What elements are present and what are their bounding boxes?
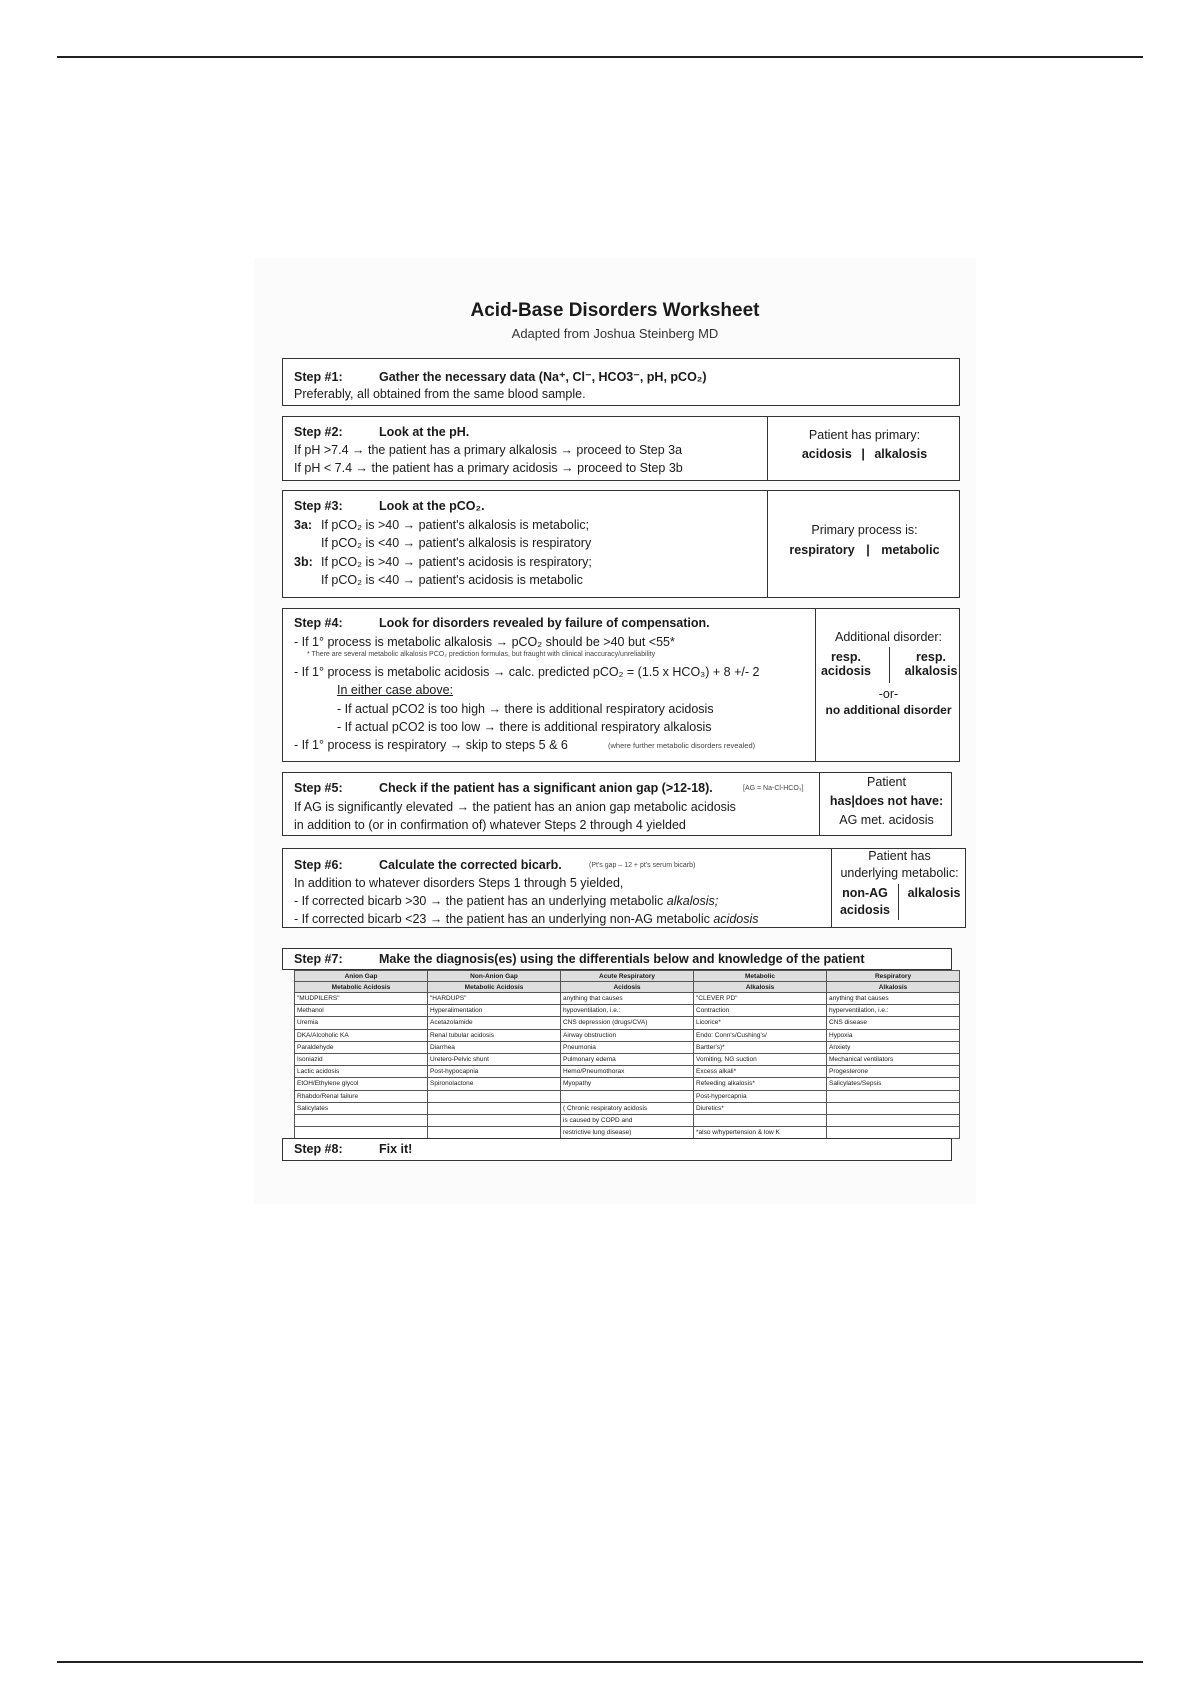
table-cell: Post-hypercapnia xyxy=(694,1090,827,1102)
table-cell: Lactic acidosis xyxy=(295,1066,428,1078)
header-non-ag-metabolic-acidosis: Non-Anion Gap xyxy=(428,971,561,982)
table-row xyxy=(295,1053,960,1065)
step-4-option-acidosis[interactable]: acidosis xyxy=(820,664,872,678)
table-cell: Licorice* xyxy=(694,1017,827,1029)
step-4-heading: Look for disorders revealed by failure of compensation. xyxy=(379,616,710,630)
table-cell: Acetazolamide xyxy=(428,1017,561,1029)
step-5-separator: | xyxy=(851,794,855,808)
step-4-line-2: - If 1° process is metabolic acidosis → calc. predicted pCO₂ = (1.5 x HCO₃) + 8 +/- 2 xyxy=(294,665,760,679)
step-3a-line-2: If pCO₂ is <40 → patient's alkalosis is respiratory xyxy=(321,536,592,550)
step-6-label: Step #6: xyxy=(294,858,343,872)
step-5-option-does-not-have[interactable]: does not have: xyxy=(854,794,944,808)
table-cell: Anxiety xyxy=(827,1041,960,1053)
table-cell: Uretero-Pelvic shunt xyxy=(428,1053,561,1065)
header-respiratory-alkalosis: Respiratory xyxy=(827,971,960,982)
table-cell: Pulmonary edema xyxy=(561,1053,694,1065)
step-6-option-non-ag[interactable]: non-AG xyxy=(842,886,888,900)
table-cell: Bartter's)* xyxy=(694,1041,827,1053)
table-cell: Diarrhea xyxy=(428,1041,561,1053)
table-row xyxy=(295,1102,960,1114)
step-5-label: Step #5: xyxy=(294,781,343,795)
table-cell: "MUDPILERS" xyxy=(295,993,428,1005)
table-cell: Vomiting, NG suction xyxy=(694,1053,827,1065)
step-6-answer-title-1: Patient has xyxy=(868,849,931,863)
table-cell xyxy=(827,1102,960,1114)
step-4-line-6-note: (where further metabolic disorders revealed) xyxy=(608,741,756,750)
step-5-box xyxy=(282,772,952,836)
step-2-option-alkalosis[interactable]: alkalosis xyxy=(874,447,928,461)
table-cell: Airway obstruction xyxy=(561,1029,694,1041)
step-2-box xyxy=(282,416,960,481)
step-3b-label: 3b: xyxy=(294,555,313,569)
table-cell: Progesterone xyxy=(827,1066,960,1078)
step-4-line-3: In either case above: xyxy=(337,683,454,697)
step-8-label: Step #8: xyxy=(294,1142,343,1156)
table-row xyxy=(295,993,960,1005)
differential-table xyxy=(294,970,960,1139)
table-cell: Rhabdo/Renal failure xyxy=(295,1090,428,1102)
table-cell: is caused by COPD and xyxy=(561,1114,694,1126)
step-3-heading: Look at the pCO₂. xyxy=(379,499,485,513)
step-4-option-resp[interactable]: resp. xyxy=(831,650,861,664)
table-cell: Myopathy xyxy=(561,1078,694,1090)
table-cell: Endo: Conn's/Cushing's/ xyxy=(694,1029,827,1041)
step-2-option-acidosis[interactable]: acidosis xyxy=(801,447,852,461)
table-header-row-1 xyxy=(295,971,960,982)
table-cell: anything that causes xyxy=(827,993,960,1005)
step-2-separator: | xyxy=(861,447,865,461)
table-cell xyxy=(561,1090,694,1102)
step-1-line: Preferably, all obtained from the same blood sample. xyxy=(294,387,586,401)
step-7-box xyxy=(282,948,952,970)
step-5-answer-title: Patient xyxy=(867,775,906,789)
table-cell: Hyperalimentation xyxy=(428,1005,561,1017)
step-3-box xyxy=(282,490,960,598)
step-4-answer-box xyxy=(815,608,961,762)
table-row xyxy=(295,1017,960,1029)
step-6-option-acidosis[interactable]: acidosis xyxy=(839,903,891,917)
step-3-option-respiratory[interactable]: respiratory xyxy=(789,543,855,557)
step-4-line-1: - If 1° process is metabolic alkalosis → pCO₂ should be >40 but <55* xyxy=(294,635,675,649)
header-ag-metabolic-acidosis: Anion Gap xyxy=(295,971,428,982)
table-cell: anything that causes xyxy=(561,993,694,1005)
step-4-line-5: - If actual pCO2 is too low → there is additional respiratory alkalosis xyxy=(337,720,712,734)
table-cell: Mechanical ventilators xyxy=(827,1053,960,1065)
page-subtitle: Adapted from Joshua Steinberg MD xyxy=(511,326,719,341)
step-4-answer-title: Additional disorder: xyxy=(834,630,942,644)
step-3b-line-2: If pCO₂ is <40 → patient's acidosis is metabolic xyxy=(321,573,583,587)
step-4-option-none[interactable]: no additional disorder xyxy=(825,703,952,717)
table-cell xyxy=(827,1090,960,1102)
table-cell: Contraction xyxy=(694,1005,827,1017)
table-cell: Salicylates xyxy=(295,1102,428,1114)
table-cell xyxy=(428,1102,561,1114)
table-cell: DKA/Alcoholic KA xyxy=(295,1029,428,1041)
table-cell: "CLEVER PD" xyxy=(694,993,827,1005)
table-cell: Post-hypocapnia xyxy=(428,1066,561,1078)
step-6-line-1: In addition to whatever disorders Steps 1 through 5 yielded, xyxy=(294,876,624,890)
table-cell: Uremia xyxy=(295,1017,428,1029)
step-6-answer-box xyxy=(831,848,967,928)
table-cell: restrictive lung disease) xyxy=(561,1127,694,1139)
table-cell: Refeeding alkalosis* xyxy=(694,1078,827,1090)
step-2-answer-box xyxy=(767,416,961,481)
step-2-line-1: If pH >7.4 → the patient has a primary alkalosis → proceed to Step 3a xyxy=(294,443,683,457)
top-rule xyxy=(57,56,1143,58)
step-3-separator: | xyxy=(866,543,870,557)
step-5-line-1: If AG is significantly elevated → the patient has an anion gap metabolic acidosis xyxy=(294,800,736,814)
table-row xyxy=(295,1127,960,1139)
step-3b-line-1: If pCO₂ is >40 → patient's acidosis is respiratory; xyxy=(321,555,592,569)
table-cell: hyperventilation, i.e.: xyxy=(827,1005,960,1017)
step-7-label: Step #7: xyxy=(294,952,343,966)
step-4-line-6: - If 1° process is respiratory → skip to steps 5 & 6 xyxy=(294,738,568,752)
step-5-answer-box xyxy=(819,772,953,836)
step-2-label: Step #2: xyxy=(294,425,343,439)
table-row xyxy=(295,1029,960,1041)
worksheet-page xyxy=(254,258,976,1204)
step-3-answer-title: Primary process is: xyxy=(811,523,918,537)
table-cell xyxy=(295,1127,428,1139)
step-1-label: Step #1: xyxy=(294,370,343,384)
table-cell: Hemo/Pneumothorax xyxy=(561,1066,694,1078)
header-sub: Alkalosis xyxy=(827,982,960,993)
step-4-line-4: - If actual pCO2 is too high → there is additional respiratory acidosis xyxy=(337,702,714,716)
table-cell: Renal tubular acidosis xyxy=(428,1029,561,1041)
table-cell: EtOH/Ethylene glycol xyxy=(295,1078,428,1090)
step-5-option-has[interactable]: has xyxy=(829,794,852,808)
table-cell xyxy=(827,1127,960,1139)
step-2-line-2: If pH < 7.4 → the patient has a primary acidosis → proceed to Step 3b xyxy=(294,461,683,475)
header-sub: Metabolic Acidosis xyxy=(428,982,561,993)
step-3-label: Step #3: xyxy=(294,499,343,513)
table-cell: Methanol xyxy=(295,1005,428,1017)
table-cell: Paraldehyde xyxy=(295,1041,428,1053)
table-cell: Diuretics* xyxy=(694,1102,827,1114)
table-cell: Salicylates/Sepsis xyxy=(827,1078,960,1090)
table-cell xyxy=(428,1114,561,1126)
step-3a-label: 3a: xyxy=(294,518,313,532)
table-cell: Pneumonia xyxy=(561,1041,694,1053)
step-6-answer-title-2: underlying metabolic: xyxy=(840,866,959,880)
table-header-row-2 xyxy=(295,982,960,993)
step-5-heading-note: [AG = Na-Cl-HCO₃] xyxy=(743,785,804,792)
step-4-label: Step #4: xyxy=(294,616,343,630)
table-cell xyxy=(694,1114,827,1126)
table-row xyxy=(295,1078,960,1090)
step-3a-line-1: If pCO₂ is >40 → patient's alkalosis is metabolic; xyxy=(321,518,590,532)
table-row xyxy=(295,1005,960,1017)
table-cell: *also w/hypertension & low K xyxy=(694,1127,827,1139)
bottom-rule xyxy=(57,1661,1143,1663)
table-row xyxy=(295,1066,960,1078)
header-metabolic-alkalosis: Metabolic xyxy=(694,971,827,982)
table-cell: "HARDUPS" xyxy=(428,993,561,1005)
table-cell: CNS depression (drugs/CVA) xyxy=(561,1017,694,1029)
step-4-box xyxy=(282,608,960,762)
step-4-or: -or- xyxy=(878,687,899,701)
step-6-heading-note: (Pt's gap – 12 + pt's serum bicarb) xyxy=(589,862,696,869)
step-1-box xyxy=(282,358,960,406)
table-cell xyxy=(428,1127,561,1139)
table-cell xyxy=(428,1090,561,1102)
table-row xyxy=(295,1114,960,1126)
step-4-footnote: * There are several metabolic alkalosis PCO₂ prediction formulas, but fraught with clinical inaccuracy/unreliability xyxy=(307,651,656,658)
step-6-option-alkalosis[interactable]: alkalosis xyxy=(907,886,961,900)
step-2-answer-title: Patient has primary: xyxy=(808,428,921,442)
step-3-option-metabolic[interactable]: metabolic xyxy=(881,543,940,557)
table-cell: CNS disease xyxy=(827,1017,960,1029)
step-2-heading: Look at the pH. xyxy=(379,425,470,439)
table-row xyxy=(295,1090,960,1102)
table-cell xyxy=(295,1114,428,1126)
table-cell: Spironolactone xyxy=(428,1078,561,1090)
page-title: Acid-Base Disorders Worksheet xyxy=(470,300,760,321)
step-5-heading: Check if the patient has a significant anion gap (>12-18). xyxy=(379,781,713,795)
step-7-heading: Make the diagnosis(es) using the differentials below and knowledge of the patient xyxy=(379,952,865,966)
table-cell: Isoniazid xyxy=(295,1053,428,1065)
step-8-heading: Fix it! xyxy=(379,1142,413,1156)
step-6-line-3: - If corrected bicarb <23 → the patient has an underlying non-AG metabolic acidosis xyxy=(294,912,759,926)
step-8-box xyxy=(282,1138,952,1161)
header-sub: Acidosis xyxy=(561,982,694,993)
step-6-box xyxy=(282,848,966,928)
header-sub: Metabolic Acidosis xyxy=(295,982,428,993)
step-3-answer-box xyxy=(767,490,961,598)
table-cell xyxy=(827,1114,960,1126)
header-acute-respiratory-acidosis: Acute Respiratory xyxy=(561,971,694,982)
step-5-answer-bottom: AG met. acidosis xyxy=(839,813,934,827)
step-4-option-alkalosis[interactable]: alkalosis xyxy=(904,664,958,678)
step-4-option-resp-b[interactable]: resp. xyxy=(916,650,946,664)
table-cell: ( Chronic respiratory acidosis xyxy=(561,1102,694,1114)
table-row xyxy=(295,1041,960,1053)
header-sub: Alkalosis xyxy=(694,982,827,993)
table-cell: hypoventilation, i.e.: xyxy=(561,1005,694,1017)
step-1-heading: Gather the necessary data (Na⁺, Cl⁻, HCO3⁻, pH, pCO₂) xyxy=(379,370,707,384)
step-6-line-2: - If corrected bicarb >30 → the patient has an underlying metabolic alkalosis; xyxy=(294,894,719,908)
step-5-line-2: in addition to (or in confirmation of) whatever Steps 2 through 4 yielded xyxy=(294,818,686,832)
step-6-heading: Calculate the corrected bicarb. xyxy=(379,858,562,872)
table-cell: Hypoxia xyxy=(827,1029,960,1041)
table-cell: Excess alkali* xyxy=(694,1066,827,1078)
